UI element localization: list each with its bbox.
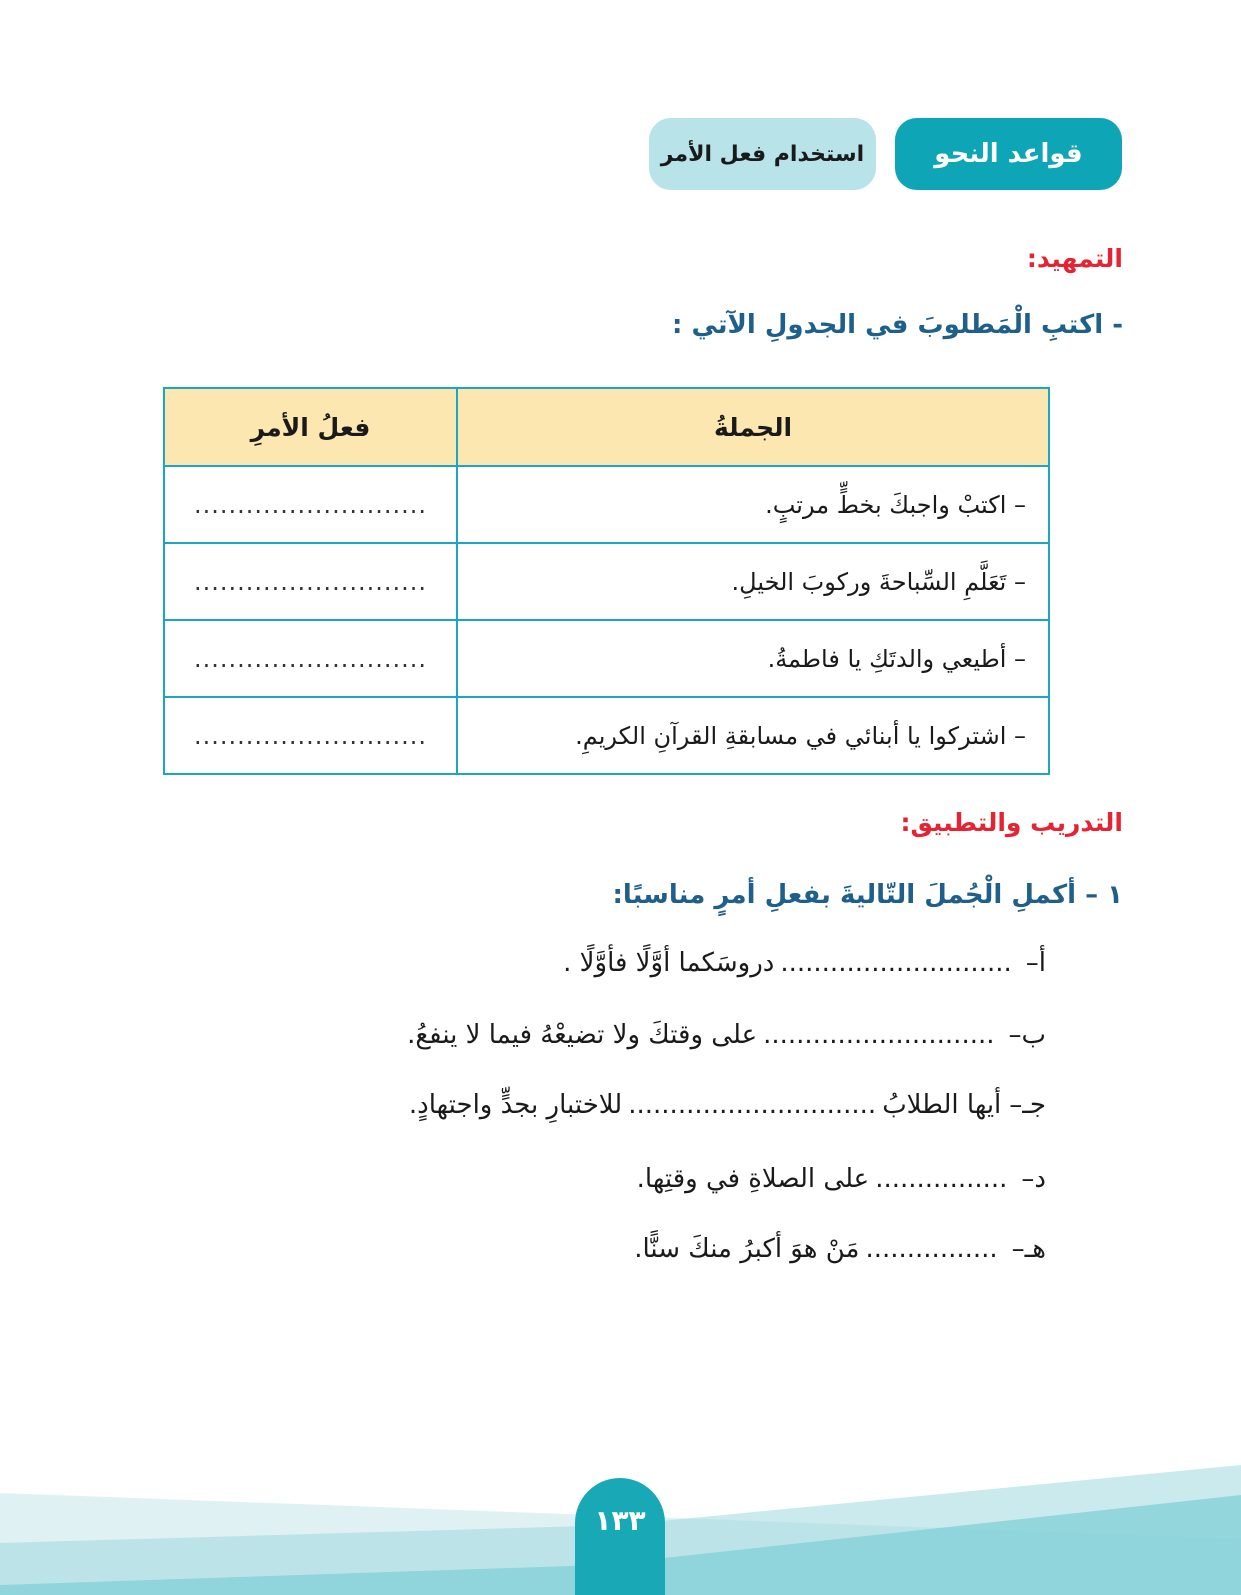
sentence-cell: – تَعَلَّمِ السِّباحةَ وركوبَ الخيلِ. xyxy=(457,543,1049,620)
table-row xyxy=(164,697,1049,774)
exercise-item-b xyxy=(407,1020,1046,1050)
item-text: على وقتكَ ولا تضيعْهُ فيما لا ينفعُ. xyxy=(407,1020,758,1050)
exercise-item-a xyxy=(563,948,1046,978)
item-text: مَنْ هوَ أكبرُ منكَ سنًّا. xyxy=(634,1234,860,1264)
sentence-cell: – اشتركوا يا أبنائي في مسابقةِ القرآنِ الكريمِ. xyxy=(457,697,1049,774)
sentence-cell: – اكتبْ واجبكَ بخطٍّ مرتبٍ. xyxy=(457,466,1049,543)
item-letter: هـ– xyxy=(1011,1234,1046,1264)
answer-blank[interactable]: ............................ xyxy=(763,1020,995,1050)
exercise-table xyxy=(163,387,1050,775)
item-letter: ب– xyxy=(1008,1020,1046,1050)
section-tab: قواعد النحو xyxy=(895,118,1122,190)
answer-blank[interactable]: ........................... xyxy=(164,620,457,697)
exercise-item-c xyxy=(409,1090,1046,1120)
item-letter: جـ– xyxy=(1009,1090,1046,1120)
answer-blank[interactable]: ................ xyxy=(875,1164,1008,1194)
item-text: للاختبارِ بجدٍّ واجتهادٍ. xyxy=(408,1090,623,1120)
header-sentence: الجملةُ xyxy=(457,388,1049,466)
practice-question: ١ – أكملِ الْجُملَ التّاليةَ بفعلِ أمرٍ مناسبًا: xyxy=(612,880,1123,910)
answer-blank[interactable]: ........................... xyxy=(164,697,457,774)
answer-blank[interactable]: .............................. xyxy=(628,1090,877,1120)
item-letter: د– xyxy=(1021,1164,1046,1194)
item-text-before: أيها الطلابُ xyxy=(882,1090,1002,1120)
lesson-tab: استخدام فعل الأمر xyxy=(649,118,876,190)
exercise-item-e xyxy=(634,1234,1046,1264)
table-header-row xyxy=(164,388,1049,466)
item-letter: أ– xyxy=(1025,948,1046,978)
page-number-badge xyxy=(575,1478,665,1595)
answer-blank[interactable]: ........................... xyxy=(164,543,457,620)
page-number: ١٣٣ xyxy=(594,1504,646,1537)
table-row xyxy=(164,620,1049,697)
item-text: على الصلاةِ في وقتِها. xyxy=(636,1164,870,1194)
header-imperative: فعلُ الأمرِ xyxy=(164,388,457,466)
intro-instruction: - اكتبِ الْمَطلوبَ في الجدولِ الآتي : xyxy=(672,310,1123,340)
answer-blank[interactable]: ................ xyxy=(865,1234,998,1264)
answer-blank[interactable]: ............................ xyxy=(780,948,1012,978)
item-text: دروسَكما أوَّلًا فأوَّلًا . xyxy=(563,948,775,978)
practice-heading: التدريب والتطبيق: xyxy=(900,808,1123,837)
answer-blank[interactable]: ........................... xyxy=(164,466,457,543)
exercise-item-d xyxy=(637,1164,1046,1194)
table-row xyxy=(164,543,1049,620)
intro-heading: التمهيد: xyxy=(1026,244,1123,273)
table-row xyxy=(164,466,1049,543)
sentence-cell: – أطيعي والدتَكِ يا فاطمةُ. xyxy=(457,620,1049,697)
